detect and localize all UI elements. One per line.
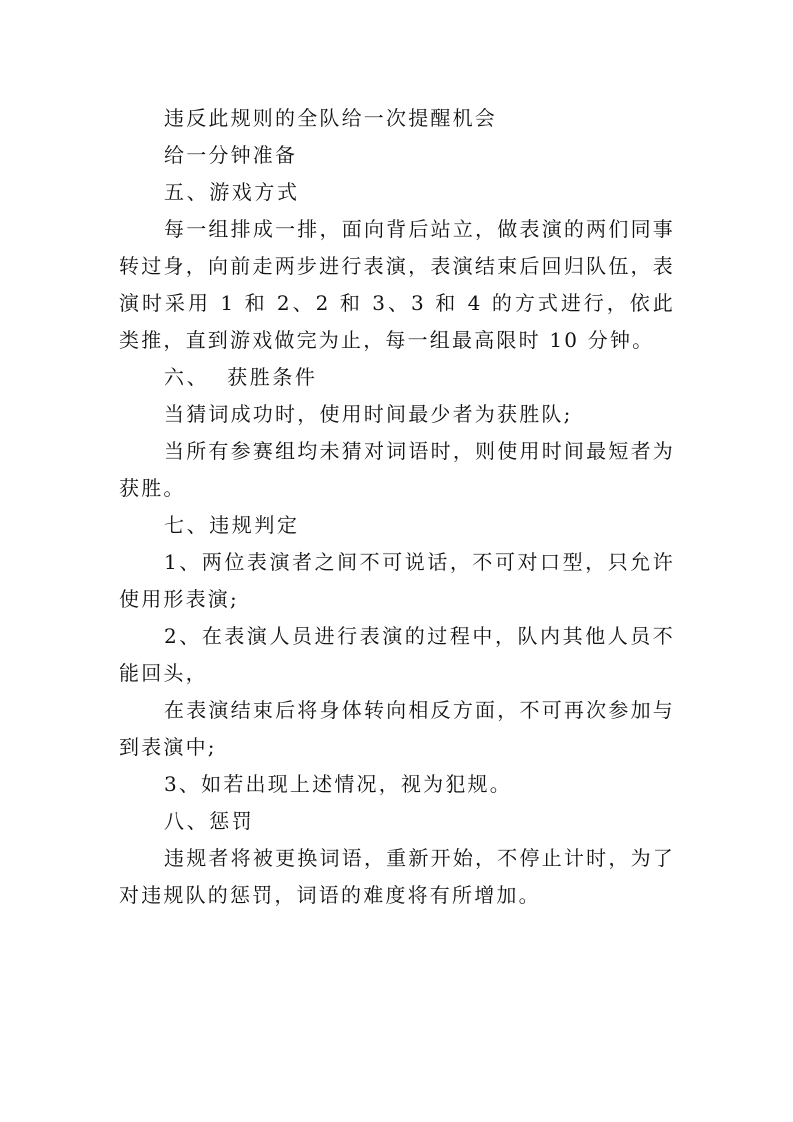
paragraph: 在表演结束后将身体转向相反方面，不可再次参加与到表演中;	[119, 698, 675, 759]
paragraph: 当猜词成功时，使用时间最少者为获胜队;	[164, 402, 573, 426]
paragraph: 1、两位表演者之间不可说话，不可对口型，只允许使用形表演;	[119, 550, 675, 611]
section-heading: 五、游戏方式	[164, 180, 300, 204]
paragraph: 3、如若出现上述情况，视为犯规。	[164, 772, 512, 796]
paragraph: 违规者将被更换词语，重新开始，不停止计时，为了对违规队的惩罚，词语的难度将有所增加。	[119, 846, 675, 907]
section-heading: 八、惩罚	[164, 809, 255, 833]
paragraph: 2、在表演人员进行表演的过程中，队内其他人员不能回头，	[119, 624, 675, 685]
section-heading: 六、 获胜条件	[164, 365, 318, 389]
paragraph: 违反此规则的全队给一次提醒机会	[164, 106, 497, 130]
paragraph: 给一分钟准备	[164, 143, 298, 167]
document-body	[119, 100, 675, 914]
paragraph: 当所有参赛组均未猜对词语时，则使用时间最短者为获胜。	[119, 439, 675, 500]
paragraph: 每一组排成一排，面向背后站立，做表演的两们同事转过身，向前走两步进行表演，表演结束后回归队伍，表演时采用 1 和 2、2 和 3、3 和 4 的方式进行，依此类推，直到游戏做完为止，每一组最高限时 10 分钟。	[119, 217, 675, 352]
section-heading: 七、违规判定	[164, 513, 300, 537]
